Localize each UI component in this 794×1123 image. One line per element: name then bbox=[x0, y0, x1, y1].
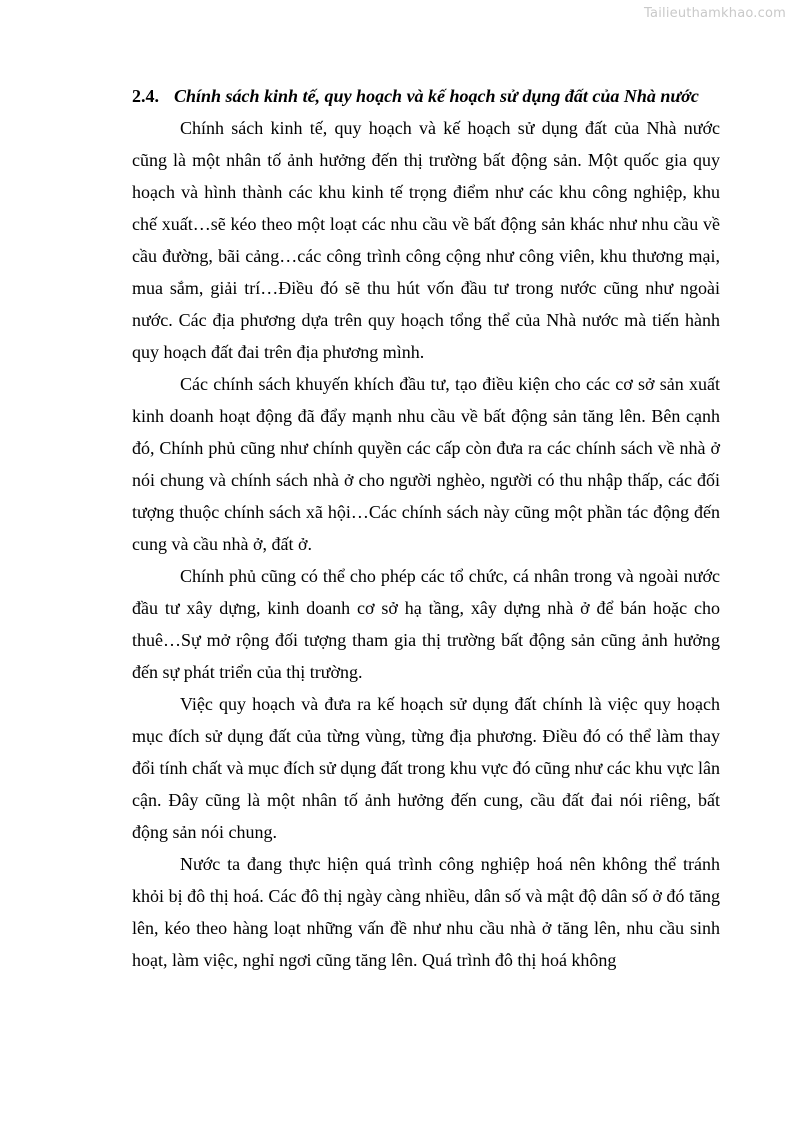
paragraph: Các chính sách khuyến khích đầu tư, tạo điều kiện cho các cơ sở sản xuất kinh doanh hoạt động đã đẩy mạnh nhu cầu về bất động sản tăng lên. Bên cạnh đó, Chính phủ cũng như chính quyền các cấp còn đưa ra các chính sách về nhà ở nói chung và chính sách nhà ở cho người nghèo, người có thu nhập thấp, các đối tượng thuộc chính sách xã hội…Các chính sách này cũng một phần tác động đến cung và cầu nhà ở, đất ở. bbox=[132, 374, 720, 554]
section-title: Chính sách kinh tế, quy hoạch và kế hoạch sử dụng đất của Nhà nước bbox=[174, 86, 699, 106]
section-heading bbox=[132, 80, 720, 112]
watermark-text: Tailieuthamkhao.com bbox=[644, 6, 786, 21]
paragraph: Nước ta đang thực hiện quá trình công nghiệp hoá nên không thể tránh khỏi bị đô thị hoá. Các đô thị ngày càng nhiều, dân số và mật độ dân số ở đó tăng lên, kéo theo hàng loạt những vấn đề như nhu cầu nhà ở tăng lên, nhu cầu sinh hoạt, làm việc, nghỉ ngơi cũng tăng lên. Quá trình đô thị hoá không bbox=[132, 854, 720, 970]
paragraph: Chính sách kinh tế, quy hoạch và kế hoạch sử dụng đất của Nhà nước cũng là một nhân tố ảnh hưởng đến thị trường bất động sản. Một quốc gia quy hoạch và hình thành các khu kinh tế trọng điểm như các khu công nghiệp, khu chế xuất…sẽ kéo theo một loạt các nhu cầu về bất động sản khác như nhu cầu về cầu đường, bãi cảng…các công trình công cộng như công viên, khu thương mại, mua sắm, giải trí…Điều đó sẽ thu hút vốn đầu tư trong nước cũng như ngoài nước. Các địa phương dựa trên quy hoạch tổng thể của Nhà nước mà tiến hành quy hoạch đất đai trên địa phương mình. bbox=[132, 118, 720, 362]
document-page bbox=[132, 80, 720, 976]
section-number: 2.4. bbox=[132, 86, 159, 106]
paragraph: Chính phủ cũng có thể cho phép các tổ chức, cá nhân trong và ngoài nước đầu tư xây dựng, kinh doanh cơ sở hạ tầng, xây dựng nhà ở để bán hoặc cho thuê…Sự mở rộng đối tượng tham gia thị trường bất động sản cũng ảnh hưởng đến sự phát triển của thị trường. bbox=[132, 566, 720, 682]
paragraph: Việc quy hoạch và đưa ra kế hoạch sử dụng đất chính là việc quy hoạch mục đích sử dụng đất của từng vùng, từng địa phương. Điều đó có thể làm thay đổi tính chất và mục đích sử dụng đất trong khu vực đó cũng như các khu vực lân cận. Đây cũng là một nhân tố ảnh hưởng đến cung, cầu đất đai nói riêng, bất động sản nói chung. bbox=[132, 694, 720, 842]
